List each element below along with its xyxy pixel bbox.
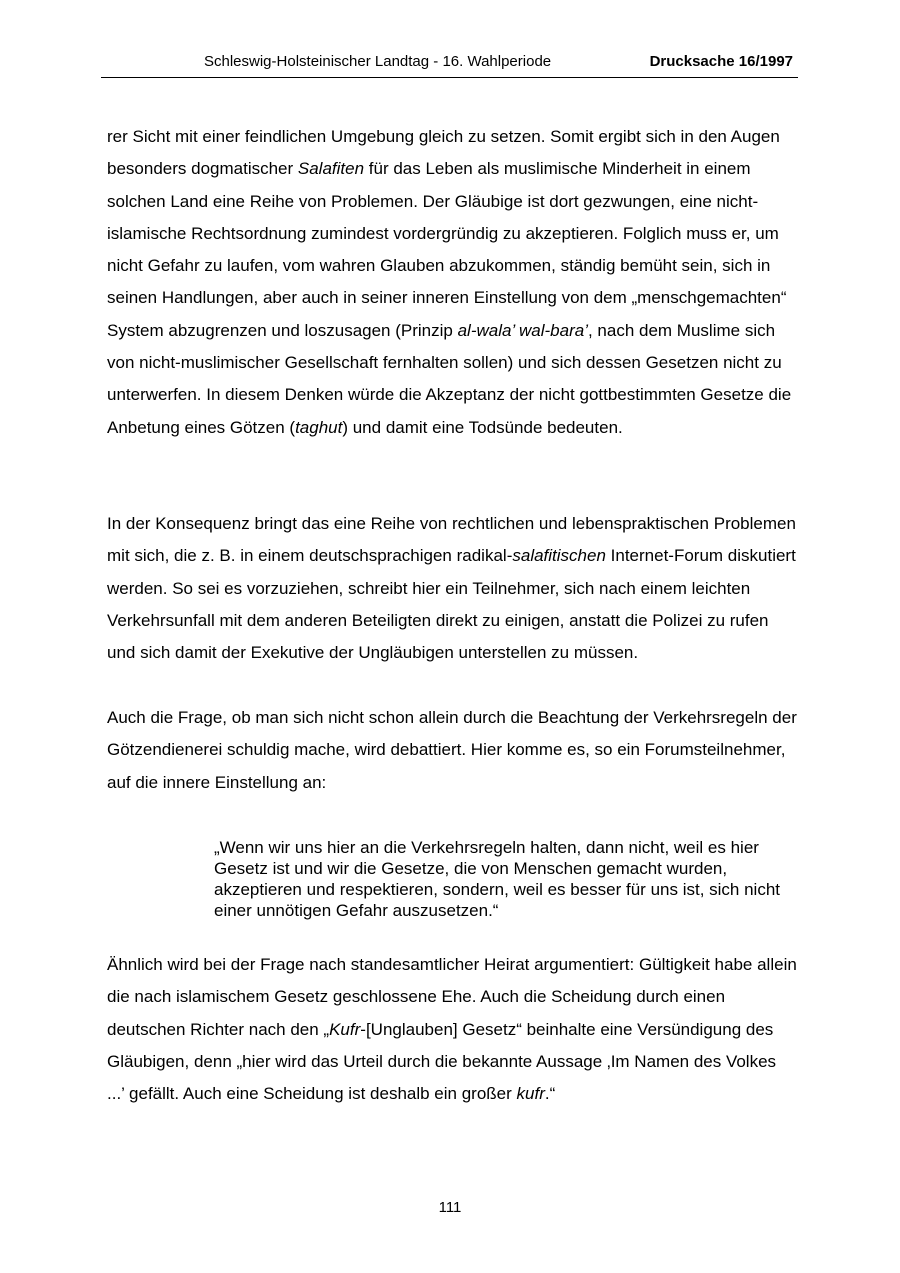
document-reference: Drucksache 16/1997 <box>649 53 793 70</box>
paragraph-4-text-3: .“ <box>544 1084 556 1104</box>
paragraph-1-text-2: für das Leben als muslimische Minderheit in einem solchen Land eine Reihe von Problemen. Der Gläubige ist dort gezwungen, eine nicht-islamische Rechtsordnung zumindest vordergründig zu akzeptieren. Folglich muss er, um nicht Gefahr zu laufen, vom wahren Glauben abzukommen, ständig bemüht sein, sich in seinen Handlungen, aber auch in seiner inneren Einstellung von dem „menschgemachten“ System abzugrenzen und loszusagen (Prinzip <box>107 159 787 340</box>
paragraph-4-italic-1: Kufr <box>329 1019 361 1039</box>
paragraph-1 <box>107 121 797 444</box>
paragraph-4-italic-2: kufr <box>516 1084 545 1104</box>
block-quote: „Wenn wir uns hier an die Verkehrsregeln halten, dann nicht, weil es hier Gesetz ist und wir die Gesetze, die von Menschen gemacht wurden, akzeptieren und respektieren, sondern, weil es besser für uns ist, sich nicht einer unnötigen Gefahr auszusetzen.“ <box>214 838 781 920</box>
paragraph-2-italic-1: salafitischen <box>512 546 606 566</box>
paragraph-4-text-2: -[Unglauben] Gesetz“ beinhalte eine Versündigung des Gläubigen, denn „hier wird das Urteil durch die bekannte Aussage ‚Im Namen des Volkes ...’ gefällt. Auch eine Scheidung ist deshalb ein großer <box>107 1019 777 1104</box>
paragraph-1-text-4: ) und damit eine Todsünde bedeuten. <box>342 417 623 437</box>
paragraph-2-text-1: In der Konsequenz bringt das eine Reihe von rechtlichen und lebenspraktischen Problemen mit sich, die z. B. in einem deutschsprachigen radikal- <box>107 514 796 566</box>
paragraph-4 <box>107 949 797 1110</box>
page-number: 111 <box>438 1199 462 1216</box>
paragraph-2 <box>107 508 797 669</box>
paragraph-2-text-2: Internet-Forum diskutiert werden. So sei es vorzuziehen, schreibt hier ein Teilnehmer, sich nach einem leichten Verkehrsunfall mit dem anderen Beteiligten direkt zu einigen, anstatt die Polizei zu rufen und sich damit der Exekutive der Ungläubigen unterstellen zu müssen. <box>107 546 796 663</box>
header-title: Schleswig-Holsteinischer Landtag - 16. Wahlperiode <box>204 53 552 70</box>
page-header <box>101 50 798 78</box>
paragraph-1-italic-3: taghut <box>295 417 343 437</box>
paragraph-4-text-1: Ähnlich wird bei der Frage nach standesamtlicher Heirat argumentiert: Gültigkeit habe allein die nach islamischem Gesetz geschlossene Ehe. Auch die Scheidung durch einen deutschen Richter nach den „ <box>107 955 797 1039</box>
paragraph-1-text-3: , nach dem Muslime sich von nicht-muslimischer Gesellschaft fernhalten sollen) und sich dessen Gesetzen nicht zu unterwerfen. In diesem Denken würde die Akzeptanz der nicht gottbestimmten Gesetze die Anbetung eines Götzen ( <box>107 320 792 437</box>
paragraph-3: Auch die Frage, ob man sich nicht schon allein durch die Beachtung der Verkehrsregeln der Götzendienerei schuldig mache, wird debattiert. Hier komme es, so ein Forumsteilnehmer, auf die innere Einstellung an: <box>107 708 797 792</box>
paragraph-1-italic-1: Salafiten <box>297 159 365 179</box>
paragraph-1-italic-2: al-wala’ wal-bara’ <box>457 320 588 340</box>
paragraph-1-text-1: rer Sicht mit einer feindlichen Umgebung gleich zu setzen. Somit ergibt sich in den Augen besonders dogmatischer <box>107 127 780 179</box>
